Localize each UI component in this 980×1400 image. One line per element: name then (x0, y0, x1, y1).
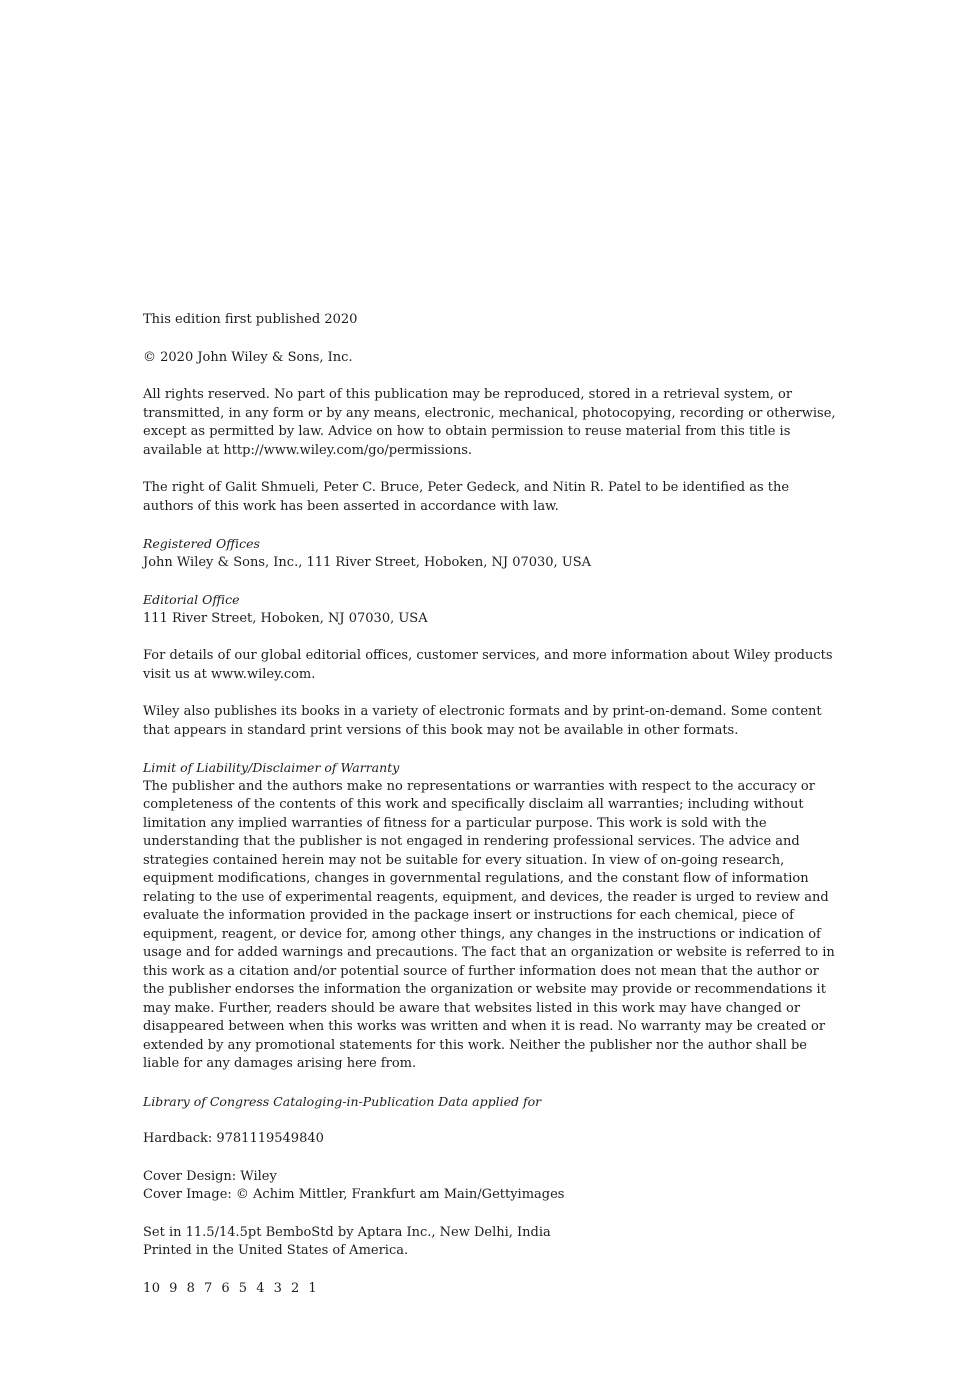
registered-offices-address: John Wiley & Sons, Inc., 111 River Street, Hoboken, NJ 07030, USA (143, 554, 592, 570)
copyright-notice: © 2020 John Wiley & Sons, Inc. (143, 349, 353, 365)
first-published-block (143, 311, 843, 330)
copyright-block (143, 349, 843, 368)
printer-key: 10 9 8 7 6 5 4 3 2 1 (143, 1280, 318, 1296)
copyright-page (143, 311, 843, 1317)
editorial-office-address: 111 River Street, Hoboken, NJ 07030, USA (143, 610, 428, 626)
first-published-text: This edition first published 2020 (143, 312, 358, 327)
electronic-formats-text: Wiley also publishes its books in a variety of electronic formats and by print-on-demand. Some content that appears in standard print versions of this book may not be available in other formats. (143, 704, 822, 738)
cover-image-credit: Cover Image: © Achim Mittler, Frankfurt am Main/Gettyimages (143, 1187, 565, 1202)
printed-in-text: Printed in the United States of America. (143, 1243, 409, 1258)
authors-right-text: The right of Galit Shmueli, Peter C. Bruce, Peter Gedeck, and Nitin R. Patel to be identified as the authors of this work has been asserted in accordance with law. (143, 480, 790, 514)
loc-cip-text: Library of Congress Cataloging-in-Publication Data applied for (143, 1093, 542, 1109)
cover-design-credit: Cover Design: Wiley (143, 1168, 277, 1184)
liability-heading: Limit of Liability/Disclaimer of Warranty (143, 760, 400, 775)
registered-offices-heading: Registered Offices (143, 536, 260, 551)
hardback-isbn: Hardback: 9781119549840 (143, 1131, 324, 1146)
authors-right-block (143, 479, 843, 516)
hardback-block (143, 1130, 843, 1149)
typeset-block (143, 1224, 843, 1261)
electronic-formats-block (143, 703, 843, 740)
liability-text: The publisher and the authors make no representations or warranties with respect to the accuracy or completeness of the contents of this work and specifically disclaim all warranties; including without limitation any implied warranties of fitness for a particular purpose. This work is sold with the understanding that the publisher is not engaged in rendering professional services. The advice and strategies contained herein may not be suitable for every situation. In view of on-going research, equipment modifications, changes in governmental regulations, and the constant flow of information relating to the use of experimental reagents, equipment, and devices, the reader is urged to review and evaluate the information provided in the package insert or instructions for each chemical, piece of equipment, reagent, or device for, among other things, any changes in the instructions or indication of usage and for added warnings and precautions. The fact that an organization or website is referred to in this work as a citation and/or potential source of further information does not mean that the author or the publisher endorses the information the organization or website may provide or recommendations it may make. Further, readers should be aware that websites listed in this work may have changed or disappeared between when this works was written and when it is read. No warranty may be created or extended by any promotional statements for this work. Neither the publisher nor the author shall be liable for any damages arising here from. (143, 778, 835, 1071)
liability-block (143, 759, 843, 1074)
typeset-text: Set in 11.5/14.5pt BemboStd by Aptara Inc., New Delhi, India (143, 1224, 551, 1240)
cover-credits-block (143, 1168, 843, 1205)
editorial-office-heading: Editorial Office (143, 592, 240, 607)
printer-key-block (143, 1280, 843, 1299)
global-details-text: For details of our global editorial offices, customer services, and more information about Wiley products visit us at www.wiley.com. (143, 648, 833, 682)
rights-reserved-block (143, 386, 843, 460)
global-details-block (143, 647, 843, 684)
editorial-office-block (143, 591, 843, 628)
loc-cip-block (143, 1093, 843, 1112)
rights-reserved-text: All rights reserved. No part of this publication may be reproduced, stored in a retrieval system, or transmitted, in any form or by any means, electronic, mechanical, photocopying, recording or otherwise, except as permitted by law. Advice on how to obtain permission to reuse material from this title is available at http://www.wiley.com/go/permissions. (143, 387, 836, 458)
registered-offices-block (143, 535, 843, 572)
